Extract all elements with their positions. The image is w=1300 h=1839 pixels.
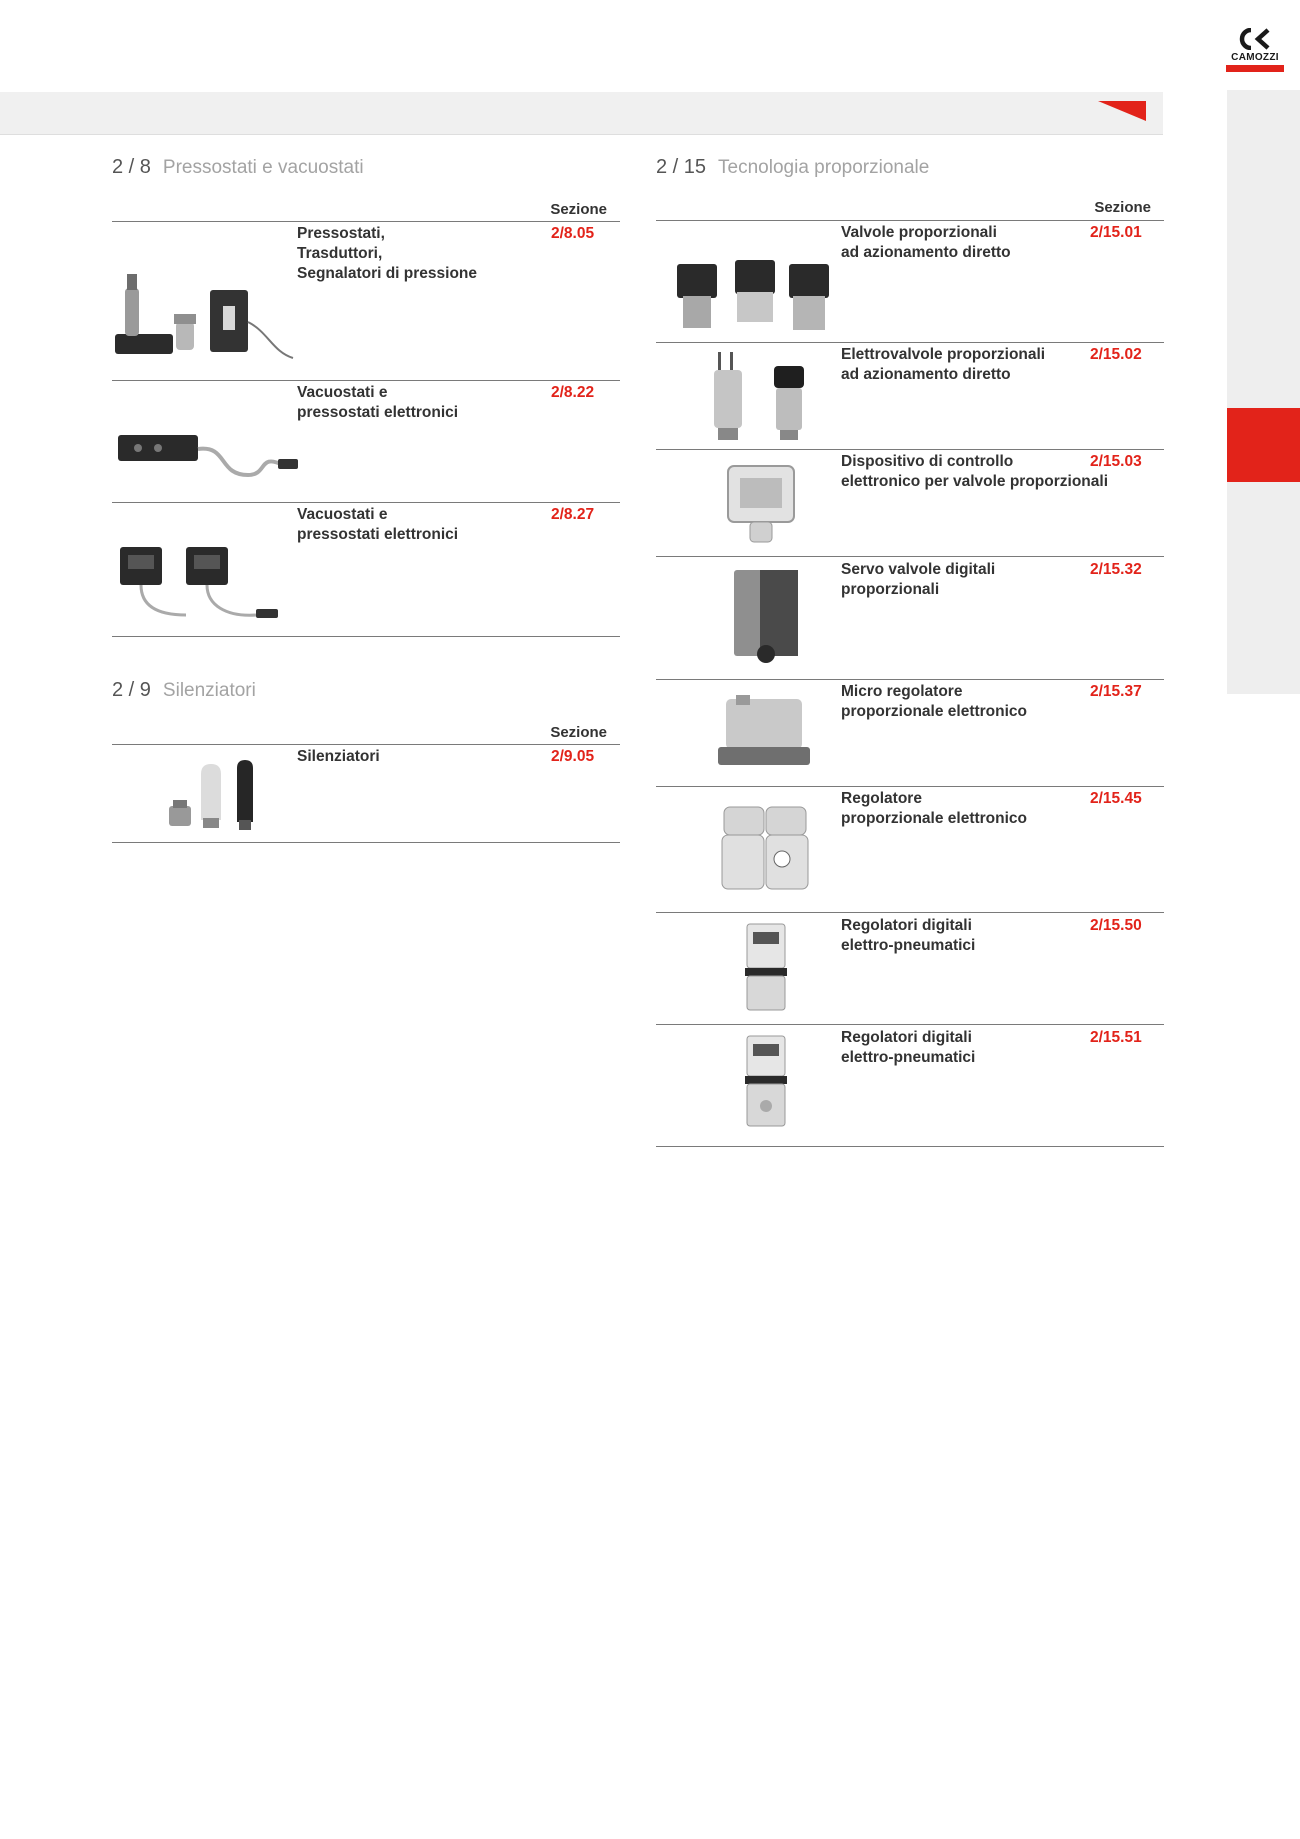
- section-code-link[interactable]: 2/15.03: [1090, 453, 1142, 470]
- logo-bar: [1226, 65, 1284, 72]
- section-code-link[interactable]: 2/15.50: [1090, 917, 1142, 934]
- divider: [112, 744, 620, 745]
- row-description: Micro regolatore proporzionale elettronico: [841, 683, 1028, 720]
- section-2-9-heading: [112, 679, 256, 709]
- section-code-link[interactable]: 2/8.22: [551, 384, 595, 401]
- divider: [112, 842, 620, 843]
- section-title: Pressostati e vacuostati: [162, 157, 364, 178]
- side-tab-strip: [1227, 90, 1300, 694]
- section-code-link[interactable]: 2/8.05: [551, 225, 595, 242]
- vacuum-switch-cable-image: [118, 425, 303, 485]
- section-code-link[interactable]: 2/15.01: [1090, 224, 1142, 241]
- divider: [656, 912, 1164, 913]
- sezione-column-header: Sezione: [1094, 199, 1151, 216]
- divider: [112, 636, 620, 637]
- header-band: [0, 92, 1163, 135]
- section-number: 2 / 15: [656, 156, 707, 178]
- row-description: Vacuostati e pressostati elettronici: [297, 506, 459, 543]
- logo-name: CAMOZZI: [1231, 52, 1279, 63]
- section-code-link[interactable]: 2/15.51: [1090, 1029, 1142, 1046]
- digital-regulator-image-2: [743, 1034, 789, 1130]
- section-code-link[interactable]: 2/15.45: [1090, 790, 1142, 807]
- section-number: 2 / 8: [112, 156, 151, 178]
- proportional-regulator-image: [720, 805, 812, 901]
- row-description: Dispositivo di controllo elettronico per valvole proporzionali: [841, 453, 1108, 490]
- row-description: Pressostati, Trasduttori, Segnalatori di pressione: [297, 225, 478, 282]
- sezione-column-header: Sezione: [550, 724, 607, 741]
- divider: [656, 679, 1164, 680]
- row-description: Elettrovalvole proporzionali ad azionamento diretto: [841, 346, 1046, 383]
- proportional-solenoid-valves-image: [712, 350, 812, 442]
- digital-regulator-image-1: [743, 922, 789, 1012]
- section-2-15-heading: [656, 156, 929, 186]
- section-2-8-heading: [112, 156, 364, 186]
- divider: [656, 342, 1164, 343]
- side-tab-active[interactable]: [1227, 408, 1300, 482]
- row-description: Regolatore proporzionale elettronico: [841, 790, 1028, 827]
- proportional-valves-image: [675, 258, 840, 334]
- divider: [656, 556, 1164, 557]
- electronic-control-device-image: [722, 458, 802, 548]
- section-number: 2 / 9: [112, 679, 151, 701]
- section-code-link[interactable]: 2/15.32: [1090, 561, 1142, 578]
- digital-servo-valve-image: [730, 568, 802, 668]
- divider: [656, 1024, 1164, 1025]
- section-code-link[interactable]: 2/15.37: [1090, 683, 1142, 700]
- silencers-image: [165, 760, 265, 832]
- camozzi-mark-icon: [1237, 28, 1271, 50]
- row-description: Servo valvole digitali proporzionali: [841, 561, 996, 598]
- camozzi-logo: [1224, 28, 1286, 76]
- section-code-link[interactable]: 2/9.05: [551, 748, 595, 765]
- section-title: Silenziatori: [162, 680, 256, 701]
- sezione-column-header: Sezione: [550, 201, 607, 218]
- section-code-link[interactable]: 2/8.27: [551, 506, 595, 523]
- divider: [112, 380, 620, 381]
- row-description: Regolatori digitali elettro-pneumatici: [841, 1029, 976, 1066]
- section-title: Tecnologia proporzionale: [718, 157, 930, 178]
- row-description: Valvole proporzionali ad azionamento diretto: [841, 224, 1011, 261]
- divider: [112, 502, 620, 503]
- divider: [656, 786, 1164, 787]
- pressure-switches-image: [113, 262, 298, 362]
- row-description: Vacuostati e pressostati elettronici: [297, 384, 459, 421]
- micro-regulator-image: [716, 695, 814, 769]
- digital-pressure-switches-image: [116, 545, 291, 625]
- divider: [656, 449, 1164, 450]
- row-description: Regolatori digitali elettro-pneumatici: [841, 917, 976, 954]
- divider: [656, 220, 1164, 221]
- divider: [112, 221, 620, 222]
- divider: [656, 1146, 1164, 1147]
- section-code-link[interactable]: 2/15.02: [1090, 346, 1142, 363]
- row-description: Silenziatori: [297, 748, 380, 765]
- corner-flag: [1098, 101, 1146, 121]
